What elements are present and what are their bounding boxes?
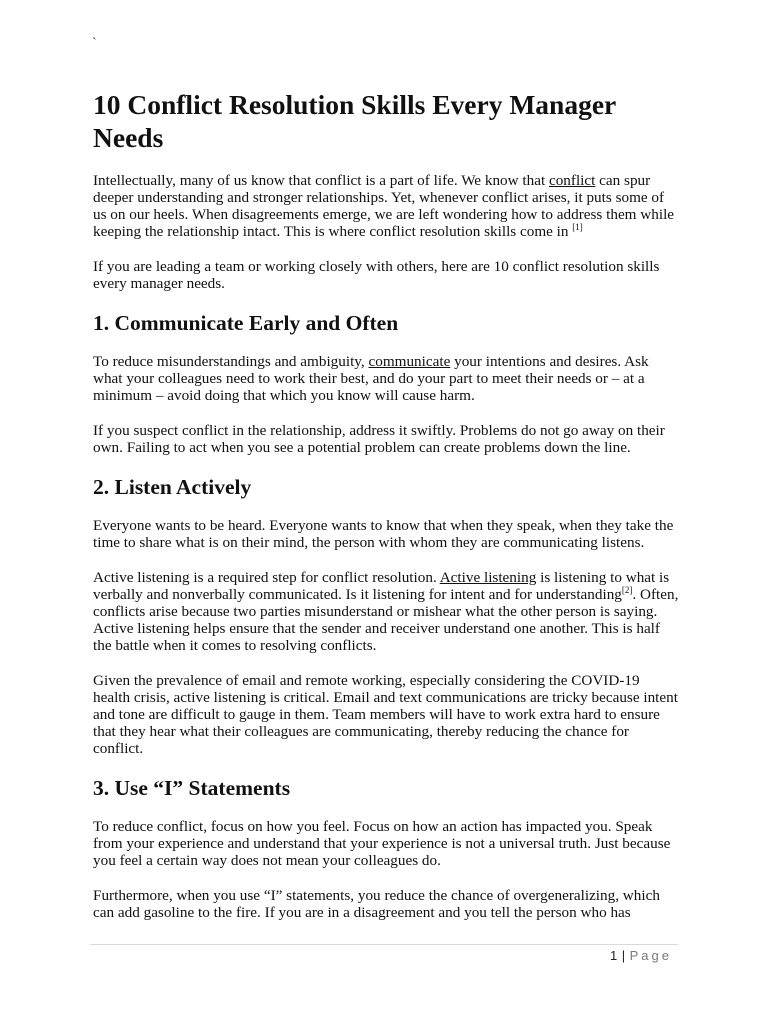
active-listening-link[interactable]: Active listening — [439, 569, 537, 586]
document-body — [93, 88, 679, 921]
section-2-paragraph-2: Active listening is a required step for conflict resolution. Active listening is listening to what is verbally and nonverbally communicated. Is it listening for intent and for understanding[2]. Often, conflicts arise because two parties misunderstand or mishear what the other person is saying. Active listening helps ensure that the sender and receiver understand one another. This is half the battle when it comes to resolving conflicts. — [93, 569, 679, 654]
communicate-link[interactable]: communicate — [368, 353, 451, 370]
section-2-paragraph-3: Given the prevalence of email and remote working, especially considering the COVID-19 health crisis, active listening is critical. Email and text communications are tricky because intent and tone are difficult to gauge in them. Team members will have to work extra hard to ensure that they hear what their colleagues are communicating, thereby reducing the chance for conflict. — [93, 672, 678, 757]
stray-mark: ` — [92, 36, 97, 51]
intro-paragraph-1: Intellectually, many of us know that conflict is a part of life. We know that conflict can spur deeper understanding and stronger relationships. Yet, whenever conflict arises, it puts some of us on our heels. When disagreements emerge, we are left wondering how to address them while keeping the relationship intact. This is where conflict resolution skills come in [1] — [93, 172, 675, 240]
page-number: 1 — [610, 948, 618, 963]
section-1-paragraph-2: If you suspect conflict in the relationship, address it swiftly. Problems do not go away on their own. Failing to act when you see a potential problem can create problems down the line. — [93, 422, 665, 456]
section-heading-3: 3. Use “I” Statements — [93, 776, 291, 800]
section-heading-1: 1. Communicate Early and Often — [93, 311, 399, 335]
footer-separator: | — [621, 948, 626, 963]
conflict-link[interactable]: conflict — [548, 172, 596, 189]
section-3-paragraph-1: To reduce conflict, focus on how you feel. Focus on how an action has impacted you. Speak from your experience and understand that your experience is not a universal truth. Just because you feel a certain way does not mean your colleagues do. — [93, 818, 671, 869]
section-3-paragraph-2: Furthermore, when you use “I” statements, you reduce the chance of overgeneralizing, which can add gasoline to the fire. If you are in a disagreement and you tell the person who has — [93, 887, 660, 921]
page-label: Page — [629, 948, 672, 963]
section-heading-2: 2. Listen Actively — [93, 475, 252, 499]
document-title: 10 Conflict Resolution Skills Every Manager Needs — [93, 89, 616, 153]
footnote-ref-1[interactable]: [1] — [572, 222, 583, 232]
page-footer — [610, 948, 672, 963]
section-1-paragraph-1: To reduce misunderstandings and ambiguity, communicate your intentions and desires. Ask what your colleagues need to work their best, and do your part to meet their needs or – at a minimum – avoid doing that which you know will cause harm. — [93, 353, 649, 404]
footer-divider — [90, 944, 678, 945]
section-2-paragraph-1: Everyone wants to be heard. Everyone wants to know that when they speak, when they take the time to share what is on their mind, the person with whom they are communicating listens. — [93, 517, 674, 551]
intro-paragraph-2: If you are leading a team or working closely with others, here are 10 conflict resolution skills every manager needs. — [93, 258, 660, 292]
footnote-ref-2[interactable]: [2] — [621, 585, 633, 595]
